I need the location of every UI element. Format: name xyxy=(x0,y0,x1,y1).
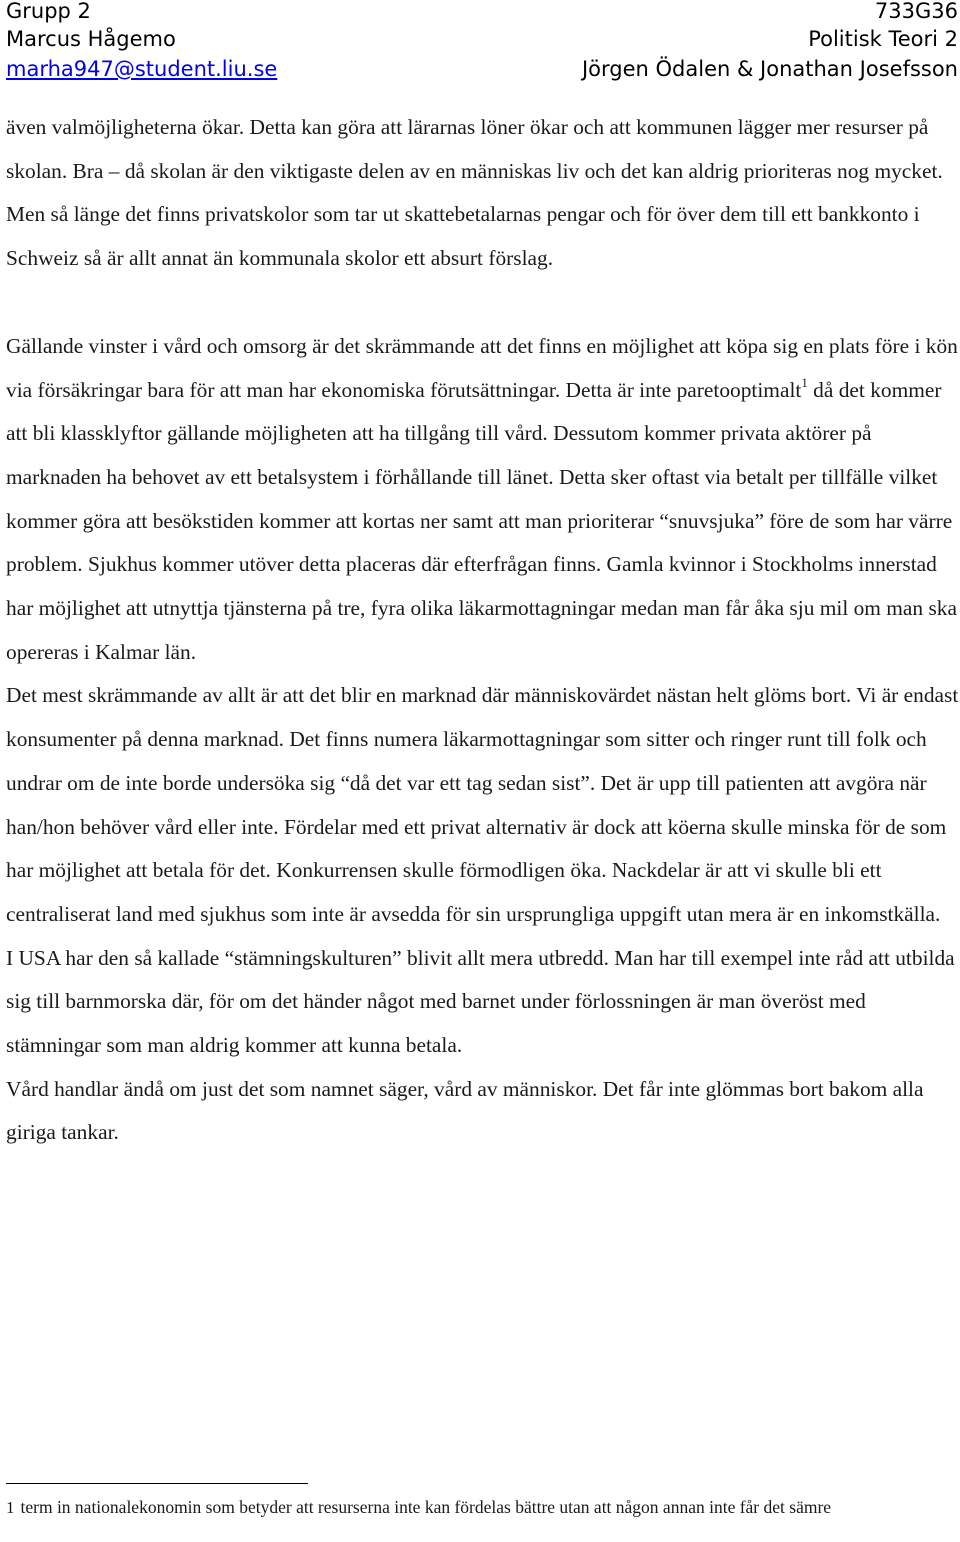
paragraph-market: Det mest skrämmande av allt är att det blir en marknad där människovärdet nästan helt glöms bort. Vi är endast konsumenter på denna marknad. Det finns numera läkarmottagningar som sitter och ringer runt till folk och undrar om de inte borde undersöka sig “då det var ett tag sedan sist”. Det är upp till patienten att avgöra när han/hon behöver vård eller inte. Fördelar med ett privat alternativ är dock att köerna skulle minska för de som har möjlighet att betala för det. Konkurrensen skulle förmodligen öka. Nackdelar är att vi skulle bli ett centraliserat land med sjukhus som inte är avsedda för sin ursprungliga uppgift utan mera är en inkomstkälla. xyxy=(6,683,959,926)
document-body xyxy=(6,106,960,1155)
footnote-separator xyxy=(6,1483,308,1484)
header-line-2 xyxy=(6,25,958,53)
course-name: Politisk Teori 2 xyxy=(808,27,958,51)
paragraph-healthcare xyxy=(6,325,960,675)
header-line-3 xyxy=(6,55,958,83)
author-email-link[interactable]: marha947@student.liu.se xyxy=(6,57,278,81)
group-name: Grupp 2 xyxy=(6,0,91,23)
paragraph-usa: I USA har den så kallade “stämningskulturen” blivit allt mera utbredd. Man har till exempel inte råd att utbilda sig till barnmorska där, för om det händer något med barnet under förlossningen är man överöst med stämningar som man aldrig kommer att kunna betala. xyxy=(6,945,955,1058)
paragraph-conclusion: Vård handlar ändå om just det som namnet säger, vård av människor. Det får inte glömmas bort bakom alla giriga tankar. xyxy=(6,1076,924,1145)
author-name: Marcus Hågemo xyxy=(6,27,176,51)
footnote-number: 1 xyxy=(6,1498,15,1517)
footnote-reference[interactable]: 1 xyxy=(801,374,808,390)
footnote-text: term in nationalekonomin som betyder att resurserna inte kan fördelas bättre utan att någon annan inte får det sämre xyxy=(20,1497,832,1517)
teachers: Jörgen Ödalen & Jonathan Josefsson xyxy=(581,57,958,81)
paragraph-healthcare-part-2: då det kommer att bli klassklyftor gällande möjligheten att ha tillgång till vård. Dessutom kommer privata aktörer på marknaden ha behovet av ett betalsystem i förhållande till länet. Detta sker oftast via betalt per tillfälle vilket kommer göra att besökstiden kommer att kortas ner samt att man prioriterar “snuvsjuka” före de som har värre problem. Sjukhus kommer utöver detta placeras där efterfrågan finns. Gamla kvinnor i Stockholms innerstad har möjlighet att utnyttja tjänsterna på tre, fyra olika läkarmottagningar medan man får åka sju mil om man ska opereras i Kalmar län. xyxy=(6,377,957,664)
footnote xyxy=(6,1496,946,1519)
page-header xyxy=(0,0,960,90)
course-code: 733G36 xyxy=(874,0,958,23)
paragraph-healthcare-part-1: Gällande vinster i vård och omsorg är det skrämmande att det finns en möjlighet att köpa sig en plats före i kön via försäkringar bara för att man har ekonomiska förutsättningar. Detta är inte paretooptimalt xyxy=(6,333,958,402)
paragraph-school: även valmöjligheterna ökar. Detta kan göra att lärarnas löner ökar och att kommunen lägger mer resurser på skolan. Bra – då skolan är den viktigaste delen av en människas liv och det kan aldrig prioriteras nog mycket. Men så länge det finns privatskolor som tar ut skattebetalarnas pengar och för över dem till ett bankkonto i Schweiz så är allt annat än kommunala skolor ett absurt förslag. xyxy=(6,115,943,271)
header-line-1 xyxy=(6,0,958,25)
